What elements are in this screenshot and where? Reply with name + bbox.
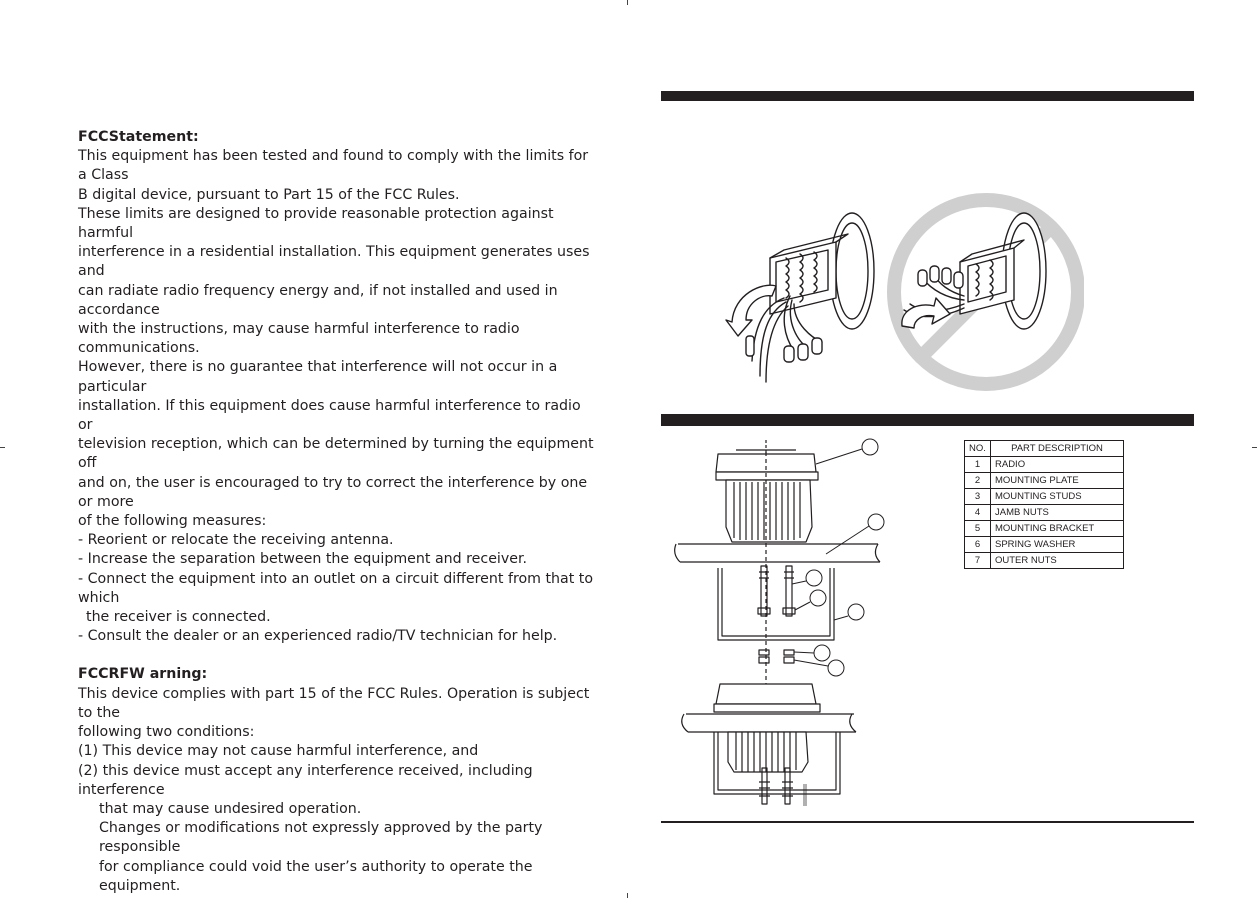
measure-item-continuation: the receiver is connected. [86, 609, 271, 626]
fcc-para2-line: However, there is no guarantee that interference will not occur in a particular [78, 359, 558, 395]
part-number: 3 [965, 489, 991, 505]
table-row [965, 505, 1124, 521]
rf-intro-line: following two conditions: [78, 724, 255, 741]
part-number: 1 [965, 457, 991, 473]
fcc-para2-line: of the following measures: [78, 513, 267, 530]
part-description: MOUNTING BRACKET [991, 521, 1124, 537]
rf-condition-continuation: that may cause undesired operation. [99, 800, 362, 817]
crop-mark [1252, 447, 1257, 448]
crop-mark [0, 447, 5, 448]
mounting-studs-icon [758, 566, 795, 616]
table-row [965, 521, 1124, 537]
assembled-radio-icon [682, 684, 856, 806]
fcc-para1-line: This equipment has been tested and found to comply with the limits for a Class [78, 148, 589, 184]
part-number: 4 [965, 505, 991, 521]
column-header-no: NO. [965, 441, 991, 457]
part-description: JAMB NUTS [991, 505, 1124, 521]
nuts-icon [759, 650, 794, 663]
section-header-bar [661, 91, 1194, 101]
fcc-para1-line: B digital device, pursuant to Part 15 of the FCC Rules. [78, 186, 460, 203]
parts-table [964, 440, 1124, 569]
rf-condition: (1) This device may not cause harmful interference, and [78, 743, 479, 760]
column-header-description: PART DESCRIPTION [991, 441, 1124, 457]
table-row [965, 457, 1124, 473]
rf-warning-heading: FCCRFW arning: [78, 666, 208, 683]
fcc-para2-line: interference in a residential installation. This equipment generates uses and [78, 244, 590, 280]
measure-item: - Connect the equipment into an outlet on a circuit different from that to which [78, 570, 594, 606]
part-number: 7 [965, 553, 991, 569]
rf-condition: (2) this device must accept any interference received, including interference [78, 762, 533, 798]
fcc-text-column [78, 128, 598, 896]
cable-bending-illustration [724, 186, 1084, 396]
fcc-para2-line: television reception, which can be determined by turning the equipment off [78, 436, 594, 472]
table-row [965, 537, 1124, 553]
fcc-para2-line: installation. If this equipment does cause harmful interference to radio or [78, 397, 581, 434]
fcc-para2-line: with the instructions, may cause harmful interference to radio communications. [78, 321, 520, 357]
part-number: 2 [965, 473, 991, 489]
measure-item: - Consult the dealer or an experienced radio/TV technician for help. [78, 628, 558, 645]
bottom-rule [661, 821, 1194, 823]
table-row [965, 553, 1124, 569]
radio-unit-icon [716, 440, 818, 542]
paragraph-gap [78, 646, 598, 665]
section-header-bar [661, 414, 1194, 426]
part-description: SPRING WASHER [991, 537, 1124, 553]
part-number: 6 [965, 537, 991, 553]
fcc-para2-line: These limits are designed to provide reasonable protection against harmful [78, 205, 554, 242]
rf-changes-line: Changes or modifications not expressly approved by the party responsible [99, 820, 543, 856]
part-number: 5 [965, 521, 991, 537]
crop-mark [627, 0, 628, 5]
fcc-statement-heading: FCCStatement: [78, 129, 199, 145]
mounting-diagram [666, 432, 896, 817]
part-description: RADIO [991, 457, 1124, 473]
part-description: MOUNTING STUDS [991, 489, 1124, 505]
table-row [965, 489, 1124, 505]
crop-mark [627, 893, 628, 898]
rf-intro-line: This device complies with part 15 of the FCC Rules. Operation is subject to the [78, 685, 590, 721]
fcc-para2-line: and on, the user is encouraged to try to correct the interference by one or more [78, 474, 588, 510]
table-row [965, 473, 1124, 489]
radio-correct-icon [726, 213, 874, 382]
part-description: MOUNTING PLATE [991, 473, 1124, 489]
rf-changes-line: for compliance could void the user’s authority to operate the equipment. [99, 858, 533, 894]
part-description: OUTER NUTS [991, 553, 1124, 569]
measure-item: - Reorient or relocate the receiving antenna. [78, 532, 394, 549]
measure-item: - Increase the separation between the equipment and receiver. [78, 551, 528, 568]
fcc-para2-line: can radiate radio frequency energy and, if not installed and used in accordance [78, 282, 558, 318]
parts-table-header-row [965, 441, 1124, 457]
